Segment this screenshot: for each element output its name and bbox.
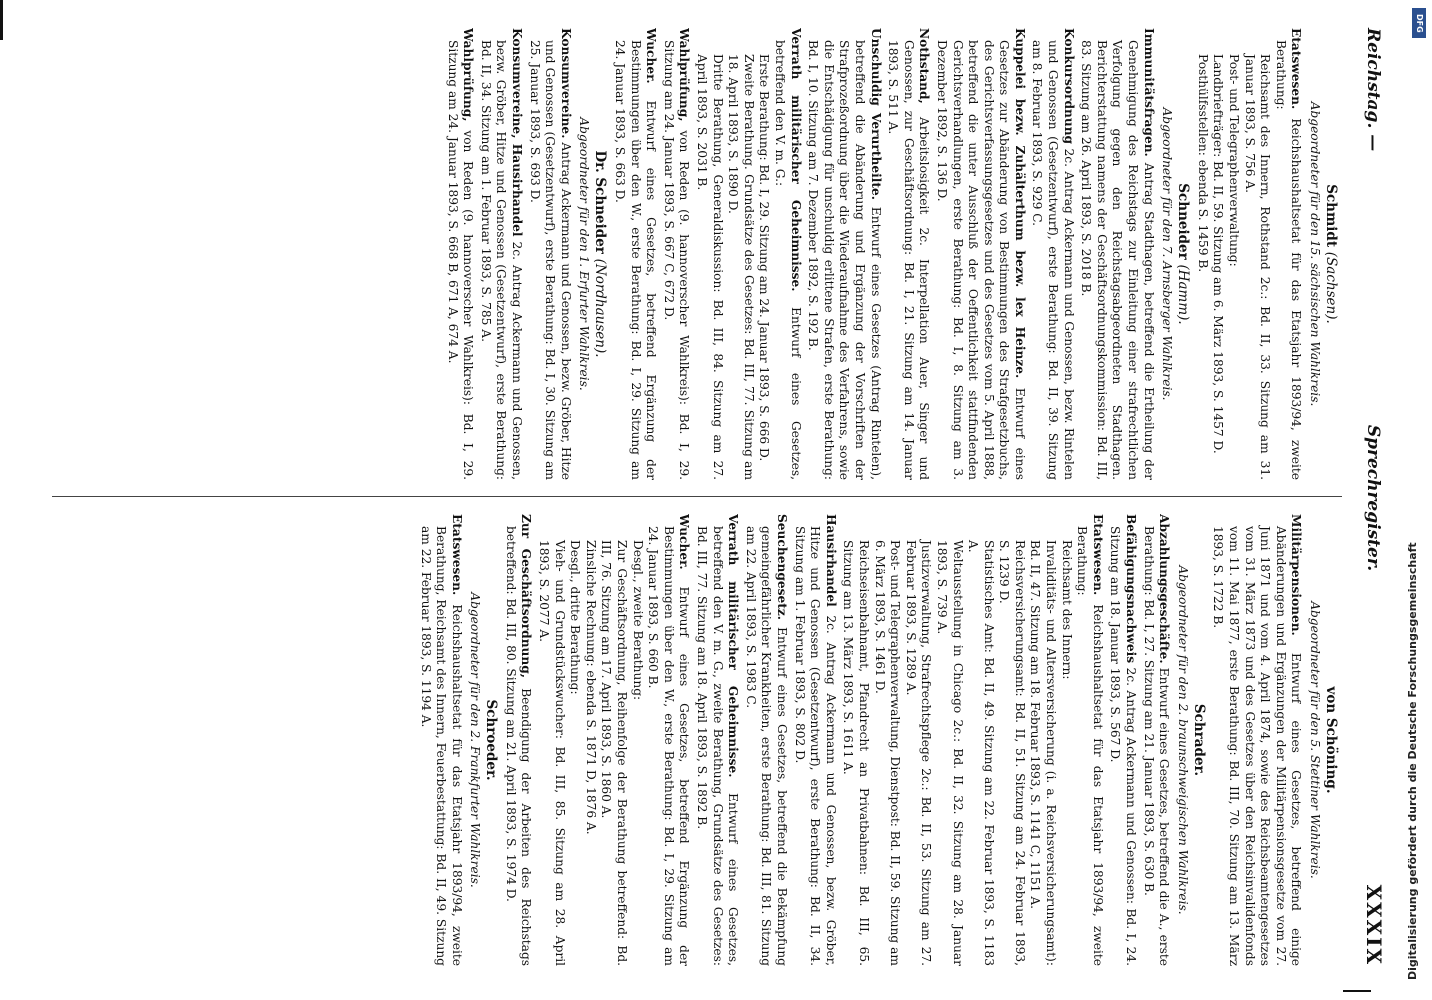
constituency: Abgeordneter für den 2. braunschweigischen Wahlkreis. bbox=[1175, 565, 1190, 915]
entry-subitem: Weltausstellung in Chicago 2c.: Bd. II, 32. Sitzung am 28. Januar 1893, S. 739 A. bbox=[934, 540, 965, 966]
deputy-name bbox=[591, 28, 608, 480]
entry-keyword: Kuppelei bezw. Zuhälterthum bezw. lex Heinze. bbox=[1012, 28, 1027, 379]
left-column bbox=[42, 28, 1342, 480]
entry-keyword: Wahlprüfung, bbox=[461, 28, 476, 122]
deputy-block bbox=[502, 514, 1207, 966]
register-entry bbox=[611, 28, 658, 480]
register-entry bbox=[1078, 28, 1156, 480]
entry-keyword: Nothstand, bbox=[917, 28, 932, 104]
entry-subitem: Post- und Telegraphenverwaltung, Dienstpost: Bd. II, 59. Sitzung am 6. März 1893, S. 1461 D. bbox=[872, 540, 903, 966]
entry-keyword: Befähigungsnachweis bbox=[1124, 514, 1139, 664]
deputy-name-text: Schneider bbox=[1175, 183, 1192, 260]
entry-subitem: Invaliditäts- und Altersversicherung (i. a. Reichsversicherungsamt): Bd. II, 47. Sitzung am 18. Februar 1893, S. 1141 C, 1151 A. bbox=[1028, 540, 1059, 966]
constituency: Abgeordneter für den 7. Arnsberger Wahlkreis. bbox=[1160, 107, 1175, 401]
entry-subitem: Justizverwaltung, Strafrechtspflege 2c.: Bd. II, 53. Sitzung am 27. Februar 1893, S. 1289 A. bbox=[903, 540, 934, 966]
constituency: Abgeordneter für den 1. Erfurter Wahlkreis. bbox=[577, 117, 592, 391]
entry-keyword: Konkursordnung bbox=[1061, 28, 1076, 145]
deputy-name bbox=[1322, 28, 1339, 480]
entry-keyword: Etatswesen. bbox=[1090, 514, 1105, 596]
entry-keyword: Etatswesen. bbox=[1289, 28, 1304, 110]
entry-keyword: Etatswesen. bbox=[449, 514, 464, 596]
header-left: Reichstag. — bbox=[1363, 28, 1383, 152]
entry-keyword: Wucher. bbox=[677, 514, 692, 570]
right-column bbox=[42, 514, 1342, 966]
entry-subitem: Reichsversicherungsamt: Bd. II, 51. Sitzung am 24. Februar 1893, S. 1239 D. bbox=[997, 540, 1027, 966]
entry-keyword: Unschuldig Verurtheilte. bbox=[868, 28, 883, 200]
entry-subitem: Zinsliche Rechnung: ebenda S. 1871 D, 1876 A. bbox=[583, 540, 598, 835]
entry-keyword: Immunitätsfragen. bbox=[1141, 28, 1156, 157]
register-entry bbox=[791, 514, 838, 966]
entry-keyword: Verrath militärischer Geheimnisse. bbox=[726, 514, 741, 778]
entry-text: Antrag Stadthagen, betreffend die Ertheilung der Genehmigung des Reichstags zur Einleitung einer strafrechtlichen Verfolgung gegen den Reichstagsabgeordneten Stadthagen. Berichterstattung namens der Geschäftsordnungskommission: Bd. III, 83. Sitzung am 26. April 1893, S. 2018 B. bbox=[1079, 40, 1156, 480]
register-entry bbox=[1140, 514, 1171, 966]
deputy-name-text: Schroeder. bbox=[483, 699, 500, 781]
entry-subitem: Reichseisenbahnamt, Pfandrecht an Privatbahnen: Bd. III, 65. Sitzung am 13. März 1893, S. 1611 A. bbox=[841, 540, 871, 966]
entry-subitem: Zweite Berathung. Grundsätze des Gesetzes: Bd. III, 77. Sitzung am 18. April 1893, S. 1890 D. bbox=[726, 54, 756, 480]
entry-text: 2c. Antrag Ackermann und Genossen: Bd. I, 24. Sitzung am 18. Januar 1893, S. 567 D. bbox=[1108, 526, 1139, 966]
register-entry bbox=[660, 28, 691, 480]
entry-keyword: Hausirhandel bbox=[823, 514, 838, 607]
entry-text: Reichshaushaltsetat für das Etatsjahr 1893/94, zweite Berathung: bbox=[1273, 40, 1304, 480]
entry-text: Entwurf eines Gesetzes, betreffend Ergänzung der Bestimmungen über den W., erste Berathung: Bd. I, 29. Sitzung am 24. Januar 1893, S. 660 B. bbox=[646, 526, 692, 966]
entry-text: Entwurf eines Gesetzes, betreffend den V. m. G., zweite Berathung, Grundsätze des Gesetzes: Bd. III, 77. Sitzung am 18. April 1893, S. 1892 B. bbox=[695, 526, 741, 966]
register-entry bbox=[1029, 28, 1076, 480]
entry-subitem: Erste Berathung: Bd. I, 29. Sitzung am 24. Januar 1893, S. 666 D. bbox=[757, 54, 772, 462]
entry-text: Beendigung der Arbeiten des Reichstags betreffend: Bd. III, 80. Sitzung am 21. April 1893, S. 1974 D. bbox=[503, 526, 534, 966]
deputy-block bbox=[417, 514, 499, 966]
register-entry bbox=[536, 514, 692, 966]
register-entry bbox=[693, 28, 802, 480]
scan-edge-mark bbox=[0, 0, 3, 40]
deputy-name bbox=[1322, 514, 1339, 966]
deputy-qualifier: (Sachsen). bbox=[1323, 251, 1339, 324]
entry-text: Entwurf eines Gesetzes, betreffend Ergänzung der Bestimmungen über den W., erste Berathung: Bd. I, 29. Sitzung am 24. Januar 1893, S. 663 D. bbox=[613, 40, 659, 480]
entry-text: 2c. Antrag Ackermann und Genossen, bezw. Gröber, Hitze und Genossen (Gesetzentwurf), erste Berathung: Bd. II, 34. Sitzung am 1. Februar 1893, S. 802 D. bbox=[792, 526, 838, 966]
entry-subitem: Landbriefträger: Bd. II, 59. Sitzung am 6. März 1893, S. 1457 D. bbox=[1211, 54, 1226, 454]
entry-text: Antrag Ackermann und Genossen, bezw. Gröber, Hitze und Genossen (Gesetzentwurf), erste Berathung: Bd. I, 30. Sitzung am 25. Januar 1893, S. 693 D. bbox=[527, 40, 573, 480]
entry-text: Arbeitslosigkeit 2c. Interpellation Auer, Singer und Genossen, zur Geschäftsordnung: Bd. I, 21. Sitzung am 14. Januar 1893, S. 511 A. bbox=[886, 40, 932, 480]
register-entry bbox=[502, 514, 533, 966]
entry-text: Entwurf eines Gesetzes, betreffend die Bekämpfung gemeingefährlicher Krankheiten, erste Berathung: Bd. III, 81. Sitzung am 22. April 1893, S. 1983 C. bbox=[743, 526, 789, 966]
deputy-name-text: Schrader. bbox=[1190, 703, 1207, 777]
entry-keyword: Wahlprüfung, bbox=[677, 28, 692, 122]
entry-keyword: Konsumvereine. bbox=[558, 28, 573, 139]
constituency: Abgeordneter für den 2. Frankfurter Wahlkreis. bbox=[468, 592, 483, 888]
entry-text: Entwurf eines Gesetzes, betreffend den V. m. G.: bbox=[773, 40, 803, 480]
scan-edge-mark bbox=[1343, 990, 1371, 992]
entry-text: 2c. Antrag Ackermann und Genossen, bezw. Gröber, Hitze und Genossen (Gesetzentwurf), erste Berathung: Bd. II, 34. Sitzung am 1. Februar 1893, S. 785 A. bbox=[478, 40, 525, 480]
register-entry bbox=[885, 28, 932, 480]
deputy-name-text: von Schöning. bbox=[1323, 686, 1339, 794]
entry-text: Entwurf eines Gesetzes (Antrag Rintelen), betreffend die Abänderung und Ergänzung der Vorschriften der Strafprozeßordnung über die Wiederaufnahme des Verfahrens, sowie die Entschädigung für unschuldig erlittene Strafen, erste Berathung: Bd. I, 10. Sitzung am 7. Dezember 1892, S. 192 B. bbox=[806, 40, 883, 480]
register-entry bbox=[444, 28, 475, 480]
register-page bbox=[36, 28, 1386, 966]
entry-text: von Reden (9. hannoverscher Wahlkreis): Bd. I, 29. Sitzung am 24. Januar 1893, S. 668 B, 671 A, 674 A. bbox=[445, 40, 476, 480]
register-entry bbox=[526, 28, 573, 480]
deputy-name bbox=[1190, 514, 1207, 966]
constituency: Abgeordneter für den 5. Stettiner Wahlkreis. bbox=[1308, 601, 1322, 879]
entry-subitem: Dritte Berathung, Generaldiskussion: Bd. III, 84. Sitzung am 27. April 1893, S. 2031 B. bbox=[695, 54, 725, 480]
register-entry bbox=[840, 514, 1105, 966]
deputy-block bbox=[1194, 28, 1339, 480]
deputy-qualifier: (Hamm). bbox=[1175, 264, 1192, 325]
register-entry bbox=[805, 28, 883, 480]
register-entry bbox=[477, 28, 524, 480]
constituency: Abgeordneter für den 15. sächsischen Wahlkreis. bbox=[1308, 101, 1322, 407]
entry-subitem: Statistisches Amt: Bd. II, 49. Sitzung am 22. Februar 1893, S. 1183 A. bbox=[966, 540, 996, 966]
entry-keyword: Wucher. bbox=[644, 28, 659, 84]
deputy-name bbox=[1174, 28, 1191, 480]
column-divider bbox=[52, 496, 1342, 497]
entry-subitem: Zur Geschäftsordnung, Reihenfolge der Berathung betreffend: Bd. III, 76. Sitzung am 17. April 1893, S. 1860 A. bbox=[599, 540, 630, 966]
entry-subitem: Posthülfsstellen: ebenda S. 1459 B. bbox=[1195, 54, 1210, 273]
running-header bbox=[1356, 28, 1386, 966]
deputy-name-text: Schmidt bbox=[1323, 184, 1339, 248]
entry-subitem: Post- und Telegraphenverwaltung: bbox=[1227, 54, 1242, 267]
register-entry bbox=[693, 514, 740, 966]
entry-text: von Reden (9. hannoverscher Wahlkreis): Bd. I, 29. Sitzung am 24. Januar 1893, S. 667 C, 672 D. bbox=[661, 40, 692, 480]
deputy-qualifier: (Nordhausen). bbox=[592, 258, 609, 358]
entry-keyword: Verrath militärischer Geheimnisse. bbox=[788, 28, 803, 292]
deputy-block bbox=[444, 28, 608, 480]
entry-text: Reichshaushaltsetat für das Etatsjahr 1893/94, zweite Berathung, Reichsamt des Innern, Feuerbestattung: Bd. II, 49. Sitzung am 22. Februar 1893, S. 1194 A. bbox=[418, 526, 464, 966]
dfg-logo: DFG bbox=[1412, 8, 1426, 38]
entry-text: Reichshaushaltsetat für das Etatsjahr 1893/94, zweite Berathung: bbox=[1075, 526, 1105, 966]
deputy-name-text: Dr. Schneider bbox=[592, 150, 609, 254]
entry-subitem: Vieh- und Grundstückswucher: Bd. III, 85. Sitzung am 28. April 1893, S. 2077 A. bbox=[537, 540, 567, 966]
register-entry bbox=[1107, 514, 1138, 966]
entry-keyword: Abzahlungsgeschäfte. bbox=[1157, 514, 1172, 664]
header-center: Sprechregister. bbox=[1363, 424, 1383, 572]
entry-keyword: Militärpensionen. bbox=[1289, 514, 1304, 636]
register-entry bbox=[933, 28, 1027, 480]
entry-text: Entwurf eines Gesetzes, betreffend einige Abänderungen und Ergänzungen der Militärpensionsgesetze vom 27. Juni 1871 und vom 4. April 1874, sowie des Reichsbeamtengesetzes vom 31. März 1873 und des Gesetzes über den Reichsinvalidenfonds vom 11. Mai 1877, erste Berathung: Bd. III, 70. Sitzung am 13. März 1893, S. 1722 B. bbox=[1211, 526, 1304, 966]
entry-keyword: Seuchengesetz. bbox=[775, 514, 789, 620]
digitization-credit-text: Digitalisierung gefördert durch die Deutsche Forschungsgemeinschaft bbox=[1406, 542, 1419, 980]
entry-keyword: Konsumvereine, Hausirhandel bbox=[510, 28, 525, 237]
entry-subitem: Desgl., dritte Berathung: bbox=[568, 540, 583, 695]
deputy-block bbox=[1210, 514, 1339, 966]
register-entry bbox=[417, 514, 464, 966]
entry-subitem: Reichsamt des Innern: bbox=[1059, 540, 1074, 680]
register-entry bbox=[1194, 28, 1303, 480]
register-entry bbox=[1210, 514, 1304, 966]
digitization-credit bbox=[1404, 12, 1422, 980]
register-entry bbox=[742, 514, 789, 966]
deputy-block bbox=[611, 28, 1191, 480]
entry-text: Entwurf eines Gesetzes zur Abänderung von Bestimmungen des Strafgesetzbuchs, des Gerichtsverfassungsgesetzes und des Gesetzes vom 5. April 1888, betreffend die unter Ausschluß der Oeffentlichkeit stattfindenden Gerichtsverhandlungen, erste Berathung: Bd. I, 8. Sitzung am 3. Dezember 1892, S. 136 D. bbox=[934, 40, 1027, 480]
entry-text: 2c. Antrag Ackermann und Genossen, bezw. Rintelen und Genossen (Gesetzentwurf), erste Berathung: Bd. II, 39. Sitzung am 8. Februar 1893, S. 929 C. bbox=[1030, 40, 1076, 480]
page-number: XXXIX bbox=[1362, 884, 1386, 966]
entry-subitem: Reichsamt des Innern, Rothstand 2c.: Bd. II, 33. Sitzung am 31. Januar 1893, S. 756 A. bbox=[1242, 54, 1273, 480]
entry-keyword: Zur Geschäftsordnung, bbox=[519, 514, 534, 679]
deputy-name bbox=[482, 514, 499, 966]
entry-text: Entwurf eines Gesetzes, betreffend die A., erste Berathung: Bd. I, 27. Sitzung am 21. Januar 1893, S. 630 B. bbox=[1141, 526, 1172, 966]
entry-subitem: Desgl., zweite Berathung: bbox=[630, 540, 645, 701]
